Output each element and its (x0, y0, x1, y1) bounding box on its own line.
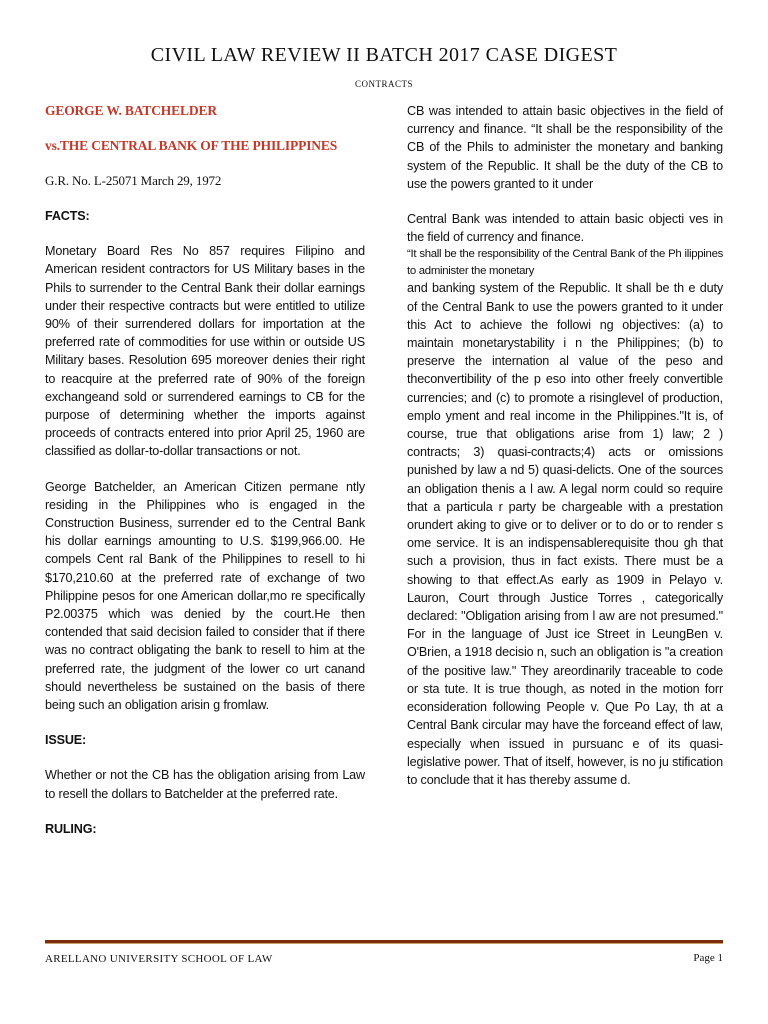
document-title: CIVIL LAW REVIEW II BATCH 2017 CASE DIGEST (150, 44, 618, 66)
document-subtitle: CONTRACTS (354, 79, 413, 89)
page-number: Page 1 (693, 952, 723, 964)
case-title-line2: vs.THE CENTRAL BANK OF THE PHILIPPINES (45, 138, 338, 153)
footer-school: ARELLANO UNIVERSITY SCHOOL OF LAW (45, 953, 273, 965)
ruling-paragraph-2: Central Bank was intended to attain basic objecti ves in the field of currency and finance. (407, 212, 723, 245)
ruling-paragraph-3: and banking system of the Republic. It shall be th e duty of the Central Bank to use the powers granted to it under this Act to achieve the followi ng objectives: (a) to maintain monetarystability i n the Philippines; (b) to preserve the internation al value of the peso and theconvertibility of the p eso into other freely convertible currencies; and (c) to promote a risinglevel of production, emplo yment and real income in the Philippines."It is, of course, true that obligations arise from 1) law; 2 ) contracts; 3) quasi-contracts;4) acts or omissions punished by law a nd 5) quasi-delicts. One of the sources an obligation thenis a l aw. A legal norm could so require that a particula r party be chargeable with a prestation orundert aking to give or to deliver or to do or to render s ome service. It is an indispensablerequisite thou gh that such a provision, thus in fact exists. There must be a showing to that effect.As early as 1909 in Pelayo v. Lauron, Court through Justice Torres , categorically declared: "Obligation arising from l aw are not presumed." For in the language of Just ice Street in LeungBen v. O'Brien, a 1918 decisio n, such an obligation is "a creation of the positive law." They areordinarily traceable to code or sta tute. It is true though, as noted in the motion forr econsideration following People v. Que Po Lay, th at a Central Bank circular may have the forceand effect of law, especially when issued in pursuanc e of its quasi-legislative power. That of itself, however, is no ju stification to conclude that it has thereby assume d. (407, 281, 723, 787)
footer-divider (45, 940, 723, 944)
ruling-heading: RULING: (45, 821, 97, 836)
facts-paragraph-1: Monetary Board Res No 857 requires Filipino and American resident contractors for US Military bases in the Phils to surrender to the Central Bank their dollar earnings under their respective contracts but were entitled to utilize 90% of their surrendered dollars for importation at the preferred rate of commodities for use within or outside US Military bases. Resolution 695 moreover denies their right to reacquire at the preferred rate of 90% of the foreign exchangeand sold or surrendered earnings to CB for the purpose of determining whether the imports against proceeds of contracts entered into prior April 25, 1960 are classified as dollar-to-dollar transactions or not. (45, 244, 365, 459)
case-citation: G.R. No. L-25071 March 29, 1972 (45, 173, 222, 188)
case-title-line1: GEORGE W. BATCHELDER (45, 103, 217, 118)
ruling-paragraph-1: CB was intended to attain basic objectives in the field of currency and finance. “It shall be the responsibility of the CB of the Phils to administer the monetary and banking system of the Republic. It shall be the duty of the CB to use the powers granted to it under (407, 104, 723, 191)
ruling-quote: “It shall be the responsibility of the Central Bank of the Ph ilippines to administer the monetary (407, 248, 723, 277)
issue-heading: ISSUE: (45, 733, 87, 748)
left-column (45, 102, 365, 855)
right-column (407, 102, 723, 806)
facts-paragraph-2: George Batchelder, an American Citizen permane ntly residing in the Philippines who is engaged in the Construction Business, surrender ed to the Central Bank his dollar earnings amounting to U.S. $199,966.00. He compels Cent ral Bank of the Philippines to resell to hi $170,210.60 at the preferred rate of exchange of two Philippine pesos for one American dollar,mo re specifically P2.00375 which was denied by the court.He then contended that said decision failed to consider that if there was no contract obligating the bank to resell to him at the preferred rate, the judgment of the lower co urt canand should nevertheless be sustained on the basis of there being such an obligation arisin g fromlaw. (45, 479, 365, 713)
facts-heading: FACTS: (45, 209, 90, 223)
issue-text: Whether or not the CB has the obligation arising from Law to resell the dollars to Batchelder at the preferred rate. (45, 768, 365, 801)
